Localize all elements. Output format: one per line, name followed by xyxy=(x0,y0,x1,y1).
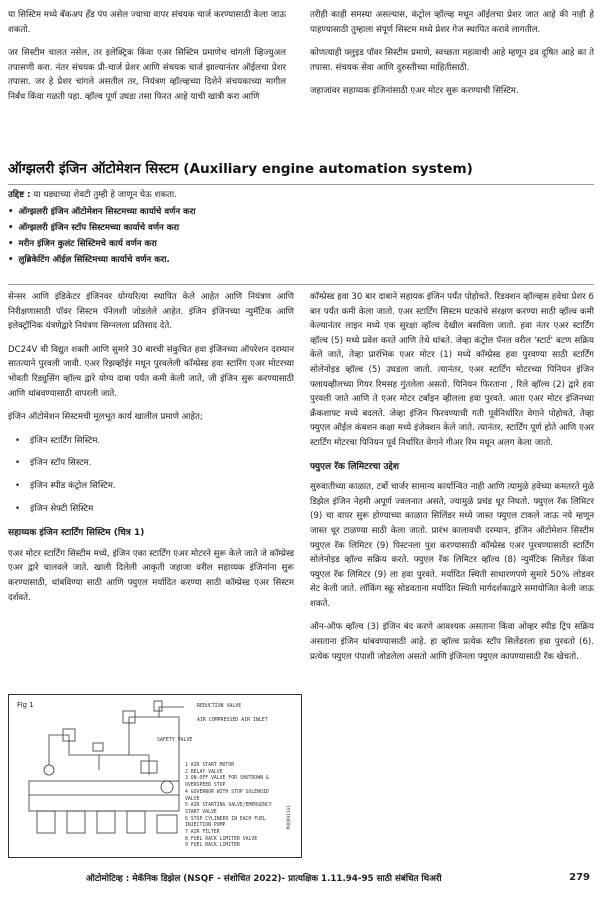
paragraph: या सिस्टिम मध्ये बॅकअप हँड पंप असेल ज्याचा वापर संचयक चार्ज करण्यासाठी केला जाऊ शकतो. xyxy=(8,10,287,35)
air-line xyxy=(129,755,149,775)
objectives-intro: या धड्याच्या शेवटी तुम्ही हे जाणून घेऊ शकता. xyxy=(30,190,177,200)
figure-code: MUQ8911G1 xyxy=(287,805,292,830)
legend-item: 6 STOP CYLINDER IN EACH FUEL xyxy=(185,816,266,822)
paragraph: सुरुवातीच्या काळात, टर्बो चार्जर सामान्य कार्यान्वित नाही आणि त्यामुळे हवेच्या कमतरते मुळे डिझेल इंजिन नेहमी अपूर्ण ज्वलनात असते, ज्यामुळे प्रचंड धूर निघतो. फ्युएल रॅक लिमिटर (9) चा वापर सुरू होण्याच्या काळात सिलिंडर मध्ये जास्त फ्युएल टाकले जाऊ नये म्हणून जास्त धूर टाळण्या साठी केला जातो. प्रारंभ कालावधी दरम्यान, इंजिन ऑटोमेशन सिस्टीम फ्युएल रॅक लिमिटर (9) पिस्टनला पुश करण्यासाठी कॉम्प्रेस्ड एअर पुरवण्यासाठी स्टार्टिंग सोलेनोइड व्हॉल्व सक्रिय करते. फ्युएल रॅक लिमिटर व्हॉल्व (8) न्युमॅटिक सिलेंडर किंवा फ्युएल रॅक लिमिटर (9) ला हवा पुरवते. मर्यादित स्थिती साधारणपणे सुमारे 50% लोडवर सेट केली जाते. लॉकिंग स्क्रू सोडवताना मर्यादित स्थिती मार्गदर्शकाद्वारे समायोजित केली जाऊ शकते. xyxy=(310,482,594,609)
list-item: • ऑग्झलरी इंजिन स्टॉप सिस्टमच्या कार्याचे वर्णन करा xyxy=(8,221,594,235)
paragraph: कोणत्याही फ्लुइड पॉवर सिस्टीम प्रमाणे, स्वच्छता महत्वाची आहे म्हणून द्रव दूषित आहे का ते तपासा. संचयक सेवा आणि दुरुस्तीच्या माहितीसाठी. xyxy=(310,48,594,73)
footer-text: ऑटोमोटिव्ह : मेकॅनिक डिझेल (NSQF - संशोधित 2022)- प्रात्यक्षिक 1.11.94-95 साठी संबंधित थिअरी xyxy=(86,874,442,884)
on-off-valve xyxy=(93,743,103,751)
air-inlet xyxy=(154,701,162,711)
divider xyxy=(8,184,594,185)
objectives-list xyxy=(8,205,594,267)
body-left-column xyxy=(8,290,294,614)
stop-cylinder xyxy=(97,811,115,833)
list-item: • लुब्रिकेटिंग ऑईल सिस्टिमच्या कार्याचे वर्णन करा. xyxy=(8,253,594,267)
legend-item: 4 GOVERNOR WITH STOP SOLENOID xyxy=(185,789,269,795)
functions-list xyxy=(8,434,294,516)
stop-cylinder xyxy=(127,811,145,833)
air-line xyxy=(129,707,184,717)
list-item: • मरीन इंजिन कुलंट सिस्टिमचे कार्य वर्णन करा xyxy=(8,237,594,251)
list-item: • इंजिन स्पीड कंट्रोल सिस्टिम. xyxy=(30,479,294,494)
list-item: • इंजिन स्टार्टिंग सिस्टिम. xyxy=(30,434,294,449)
legend-item: 7 AIR FILTER xyxy=(185,830,220,836)
air-line xyxy=(69,717,129,755)
stop-cylinder xyxy=(37,811,55,833)
paragraph: ऑन-ऑफ व्हॉल्व (3) इंजिन बंद करणे आवश्यक असताना किंवा ओव्हर स्पीड ट्रिप सक्रिय असताना इंजिन थांबवण्यासाठी आहे. हा व्हॉल्व प्रत्येक स्टॉप सिलेंडरला हवा पुरवतो (6). प्रत्येक फ्युएल पंपाशी जोडलेला असतो आणि इंजिनला फ्युएल कापण्यासाठी रॅक खेचतो. xyxy=(310,622,594,662)
paragraph: जर सिस्टीम चालत नसेल, तर इलेक्ट्रिक किंवा एअर सिस्टिम प्रमाणेच चांगली व्हिज्युअल तपासणी करा. नंतर संचयक प्री-चार्ज प्रेशर आणि संचयक चार्ज झाल्यानंतर ऑईलचा प्रेशर तपासा. जर हे प्रेशर चांगले असतील तर, नियंत्रण व्हॉल्व्हच्या दिशेने संचयकाच्या मागील निर्बंध किंवा गळती पहा. व्हॉल्व पूर्ण उघडा तसा फिरत आहे याची खात्री करा आणि xyxy=(8,48,286,102)
paragraph: DC24V ची विद्युत शक्ती आणि सुमारे 30 बारची संकुचित हवा इंजिनच्या ऑपरेशन दरम्यान सातत्याने पुरवली जावी. एअर रिझव्हॉईर मधून पुरवलेली कॉम्प्रेस्ड हवा स्टारिंग एअर मोटरच्या भोवती रिड्युसिंग व्हॉल्व द्वारे योग्य दाबा पर्यंत कमी केली जाते, जी इंजिन सुरू करण्यासाठी आणि थांबवण्यासाठी वापरली जाते. xyxy=(8,344,294,399)
body-right-column xyxy=(310,290,594,673)
figure-1 xyxy=(8,694,302,858)
callout-label: AIR COMPRESSED AIR INLET xyxy=(197,717,268,723)
paragraph: तरीही काही समस्या असल्यास, कंट्रोल व्हॉल्व्ह मधून ऑईलचा प्रेशर जात आहे की नाही हे पाहण्यासाठी तुम्हाला संपूर्ण सिस्टम मध्ये प्रेशर गेज स्थापित करावे लागतील. xyxy=(310,10,594,35)
top-left-column xyxy=(8,8,286,114)
legend-item: INJECTION PUMP xyxy=(185,823,226,829)
callout-label: REDUCTION VALVE xyxy=(197,703,242,709)
paragraph: इंजिन ऑटोमेशन सिस्टमची मूलभूत कार्य खालील प्रमाणे आहेत; xyxy=(8,412,203,423)
legend-item: 8 FUEL RACK LIMITER VALVE xyxy=(185,836,258,842)
paragraph: जहाजांवर सहाय्यक इंजिनांसाठी एअर मोटर सुरू करण्याची सिस्टिम. xyxy=(310,86,519,97)
page-number: 279 xyxy=(569,872,590,883)
air-filter xyxy=(44,765,54,775)
legend-item: VALVE xyxy=(185,796,200,802)
air-line xyxy=(159,717,179,781)
subheading: फ्युएल रॅक लिमिटरचा उद्देश xyxy=(310,461,399,472)
objectives-label: उद्दिष्ट : xyxy=(8,190,31,200)
stop-cylinder xyxy=(67,811,85,833)
figure-title: Fig 1 xyxy=(17,701,34,709)
legend-item: 5 AIR STARTING VALVE/EMERGENCY xyxy=(185,803,272,809)
paragraph: सेन्सर आणि इंडिकेटर इंजिनवर योग्यरित्या स्थापित केले आहेत आणि नियंत्रण आणि निरीक्षणासाठी पॉवर सिस्टम पॅनेलशी जोडलेले आहेत. इंजिन इंजिनच्या न्युमॅटिक आणि इलेक्ट्रॉनिक यंत्रणेद्वारे नियंत्रण सिग्नलला प्रतिसाद देते. xyxy=(8,292,294,332)
air-line xyxy=(49,735,69,765)
section-heading: ऑग्झलरी इंजिन ऑटोमेशन सिस्टम (Auxiliary engine automation system) xyxy=(8,161,473,177)
figure-legend xyxy=(185,763,297,850)
governor xyxy=(157,815,177,833)
paragraph: कॉम्प्रेस्ड हवा 30 बार दाबाने सहायक इंजिन पर्यंत पोहोचते. रिडक्शन व्हॉल्व्हस हवेचा प्रेशर 6 बार पर्यंत कमी केला जातो. एअर स्टार्टिंग सिस्टम घटकांचे संरक्षण करण्या साठी व्हॉल्व कमी केल्यानंतर लाइन मध्ये एक सुरक्षा व्हॉल्व देखील बसविला जातो. हवा नंतर एअर स्टार्टिंग व्हॉल्व (5) मध्ये प्रवेश करते आणि तेथे थांबते. जेव्हा कंट्रोल पॅनल वरील 'स्टार्ट' बटण सक्रिय केले जाते, तेव्हा प्रारंभिक एअर मोटर (1) मध्ये कॉम्प्रेस्ड हवा पुरवण्या साठी स्टार्टिंग सोलेनोइड व्हॉल्व (5) उघडला जातो. त्यानंतर, एअर स्टार्टिंग मोटरच्या पिनियन इंजिन फ्लायव्हीलच्या गियर रिमसह गुंतलेला असतो. पिनियन फिरताना , रिले व्हॉल्व (2) द्वारे हवा पुरवली जाते आणि ते एअर मोटर टर्बाइन व्हीलला हवा पुरवते. आता एअर मोटर इंजिनच्या क्रँकशाफ्ट मध्ये बदलते. जेव्हा इंजिन फिरवण्याची गती पूर्वनिर्धारित वेगाने पोहोचते, तेव्हा फ्युएल ऑईल कंबशन कक्षा मध्ये इंजेक्शन केले जाते. त्यानंतर, स्टार्टिंग पूर्ण होते आणि एअर स्टार्टिंग मोटरचा पिनियन पूर्व निर्धारित वेगाने गीअर रिम मधून अलग केला जातो. xyxy=(310,292,594,448)
list-item: • ऑग्झलरी इंजिन ऑटोमेशन सिस्टमच्या कार्याचे वर्णन करा xyxy=(8,205,594,219)
list-item: • इंजिन सेफ्टी सिस्टिम xyxy=(30,502,294,517)
paragraph: एअर मोटर स्टार्टिंग सिस्टीम मध्ये, इंजिन एका स्टार्टिंग एअर मोटरने सुरू केले जाते जे कॉम्प्रेस्ड एअर द्वारे चालवले जाते. खाली दिलेली आकृती जहाजा वरील सहाय्यक इंजिनांना सुरू करण्यासाठी, थांबविण्या साठी आणि फ्युएल मर्यादित करण्या साठी कॉम्प्रेस्ड एअर सिस्टम दर्शवते. xyxy=(8,548,294,603)
subheading: सहाय्यक इंजिन स्टार्टिंग सिस्टिम (चित्र 1) xyxy=(8,528,145,539)
legend-item: 1 AIR START MOTOR xyxy=(185,763,235,768)
legend-item: 3 ON-OFF VALVE FOR SHUTDOWN & xyxy=(185,776,269,782)
air-start-motor xyxy=(161,781,173,793)
engine-block xyxy=(29,781,179,811)
legend-item: 9 FUEL RACK LIMITER xyxy=(185,843,240,849)
legend-item: START VALVE xyxy=(185,809,217,815)
list-item: • इंजिन स्टॉप सिस्टम. xyxy=(30,456,294,471)
divider xyxy=(8,284,594,285)
legend-item: OVERSPEED STOP xyxy=(185,783,226,789)
callout-label: SAFETY VALVE xyxy=(157,737,193,743)
objectives-box xyxy=(8,188,594,269)
top-right-column xyxy=(310,8,594,108)
legend-item: 2 RELAY VALVE xyxy=(185,769,223,775)
